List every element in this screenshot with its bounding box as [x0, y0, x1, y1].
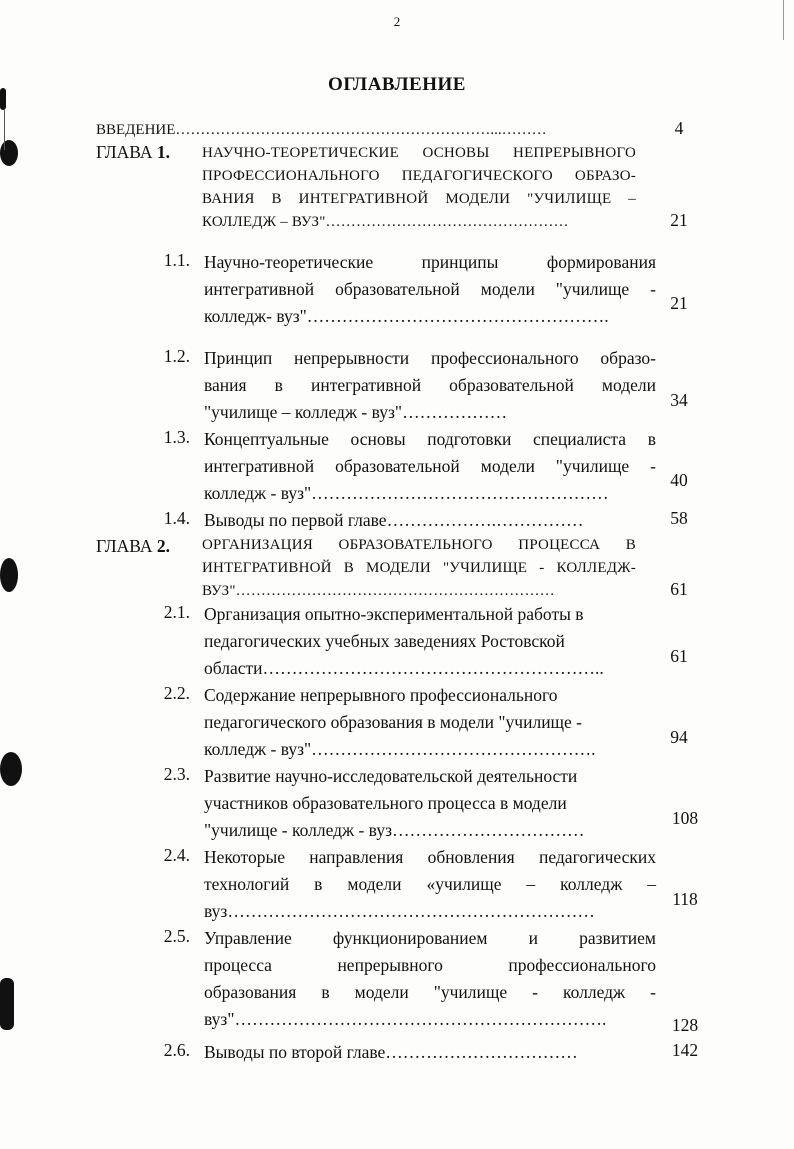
section-2-2-line[interactable]: Содержание непрерывного профессионального [204, 685, 558, 705]
toc-page-1-4: 58 [670, 508, 688, 528]
section-1-4-line[interactable]: Выводы по первой главе……………….…………… [204, 510, 584, 530]
section-2-2-line[interactable]: колледж - вуз"…………………………………………. [204, 739, 596, 759]
scan-edge-line [4, 110, 5, 150]
toc-page-2-2: 94 [670, 727, 688, 747]
section-1-2-line[interactable]: вания в интегративной образовательной модели [204, 375, 656, 395]
section-2-3-line[interactable]: участников образовательного процесса в модели [204, 793, 567, 813]
toc-page-chapter-1: 21 [670, 210, 688, 230]
section-1-2-line[interactable]: Принцип непрерывности профессионального образо- [204, 348, 656, 368]
section-number: 2.4. [163, 845, 190, 865]
section-1-3-line[interactable]: Концептуальные основы подготовки специалиста в [204, 429, 656, 449]
section-number: 2.1. [163, 602, 190, 622]
chapter-2-title-line[interactable]: ОРГАНИЗАЦИЯ ОБРАЗОВАТЕЛЬНОГО ПРОЦЕССА В [202, 537, 636, 553]
toc-page-1-2: 34 [670, 390, 688, 410]
section-2-3-line[interactable]: Развитие научно-исследовательской деятельности [204, 766, 578, 786]
section-1-1-line[interactable]: Научно-теоретические принципы формирования [204, 252, 656, 272]
section-2-5-line[interactable]: вуз"………………………………………………………. [204, 1009, 607, 1029]
section-number: 2.5. [163, 926, 190, 946]
chapter-1-title-line[interactable]: ПРОФЕССИОНАЛЬНОГО ПЕДАГОГИЧЕСКОГО ОБРАЗО- [202, 168, 636, 184]
chapter-1-title-line[interactable]: ВАНИЯ В ИНТЕГРАТИВНОЙ МОДЕЛИ "УЧИЛИЩЕ – [202, 191, 636, 207]
toc-leader: ………………………………………………………...……… [175, 122, 547, 138]
section-2-2-line[interactable]: педагогического образования в модели "училище - [204, 712, 583, 732]
section-number: 1.2. [163, 346, 190, 366]
section-2-4-line[interactable]: Некоторые направления обновления педагогических [204, 847, 656, 867]
toc-page-intro: 4 [674, 118, 684, 138]
punch-hole-mark [0, 558, 18, 592]
section-2-5-line[interactable]: процесса непрерывного профессионального [204, 955, 656, 975]
chapter-2-title-line[interactable]: ИНТЕГРАТИВНОЙ В МОДЕЛИ "УЧИЛИЩЕ - КОЛЛЕДЖ- [202, 560, 636, 576]
toc-page-chapter-2: 61 [670, 579, 688, 599]
chapter-2-title-line[interactable]: ВУЗ"……………………………………………………… [202, 583, 555, 599]
toc-page-2-1: 61 [670, 646, 688, 666]
section-number: 2.2. [163, 683, 190, 703]
section-number: 2.6. [163, 1040, 190, 1060]
section-2-1-line[interactable]: Организация опытно-экспериментальной работы в [204, 604, 584, 624]
punch-hole-mark [0, 140, 18, 166]
section-1-2-line[interactable]: "училище – колледж - вуз"……………… [204, 402, 508, 422]
chapter-1-label: ГЛАВА 1. [96, 142, 171, 162]
section-1-3-line[interactable]: колледж - вуз"…………………………………………… [204, 483, 609, 503]
chapter-2-label: ГЛАВА 2. [96, 536, 171, 556]
section-number: 1.3. [163, 427, 190, 447]
section-1-1-line[interactable]: колледж- вуз"……………………………………………. [204, 306, 609, 326]
section-1-3-line[interactable]: интегративной образовательной модели "училище - [204, 456, 656, 476]
toc-page-1-3: 40 [670, 470, 688, 490]
section-2-1-line[interactable]: педагогических учебных заведениях Ростовской [204, 631, 565, 651]
toc-page-2-5: 128 [671, 1015, 699, 1035]
toc-page-2-6: 142 [671, 1040, 699, 1060]
toc-page-2-4: 118 [672, 889, 698, 909]
chapter-1-title-line[interactable]: НАУЧНО-ТЕОРЕТИЧЕСКИЕ ОСНОВЫ НЕПРЕРЫВНОГО [202, 145, 636, 161]
toc-entry-intro[interactable] [96, 118, 636, 142]
section-1-1-line[interactable]: интегративной образовательной модели "училище - [204, 279, 656, 299]
chapter-1-title-line[interactable]: КОЛЛЕДЖ – ВУЗ"………………………………………… [202, 214, 569, 230]
page-title: ОГЛАВЛЕНИЕ [328, 74, 466, 95]
toc-entry-intro-label: ВВЕДЕНИЕ [96, 122, 176, 138]
scan-edge-line [783, 0, 784, 40]
section-2-5-line[interactable]: Управление функционированием и развитием [204, 928, 656, 948]
section-number: 1.1. [163, 250, 190, 270]
section-2-4-line[interactable]: технологий в модели «училище – колледж – [204, 874, 656, 894]
section-2-4-line[interactable]: вуз……………………………………………………… [204, 901, 595, 921]
section-2-5-line[interactable]: образования в модели "училище - колледж - [204, 982, 656, 1002]
punch-hole-mark [0, 88, 6, 110]
toc-page-1-1: 21 [670, 293, 688, 313]
punch-hole-mark [0, 978, 14, 1030]
toc-page-2-3: 108 [671, 808, 699, 828]
section-number: 1.4. [163, 508, 190, 528]
section-number: 2.3. [163, 764, 190, 784]
section-2-6-line[interactable]: Выводы по второй главе…………………………… [204, 1042, 578, 1062]
section-2-3-line[interactable]: "училище - колледж - вуз…………………………… [204, 820, 585, 840]
page-number: 2 [393, 14, 401, 29]
section-2-1-line[interactable]: области………………………………………………….. [204, 658, 604, 678]
punch-hole-mark [0, 752, 22, 786]
